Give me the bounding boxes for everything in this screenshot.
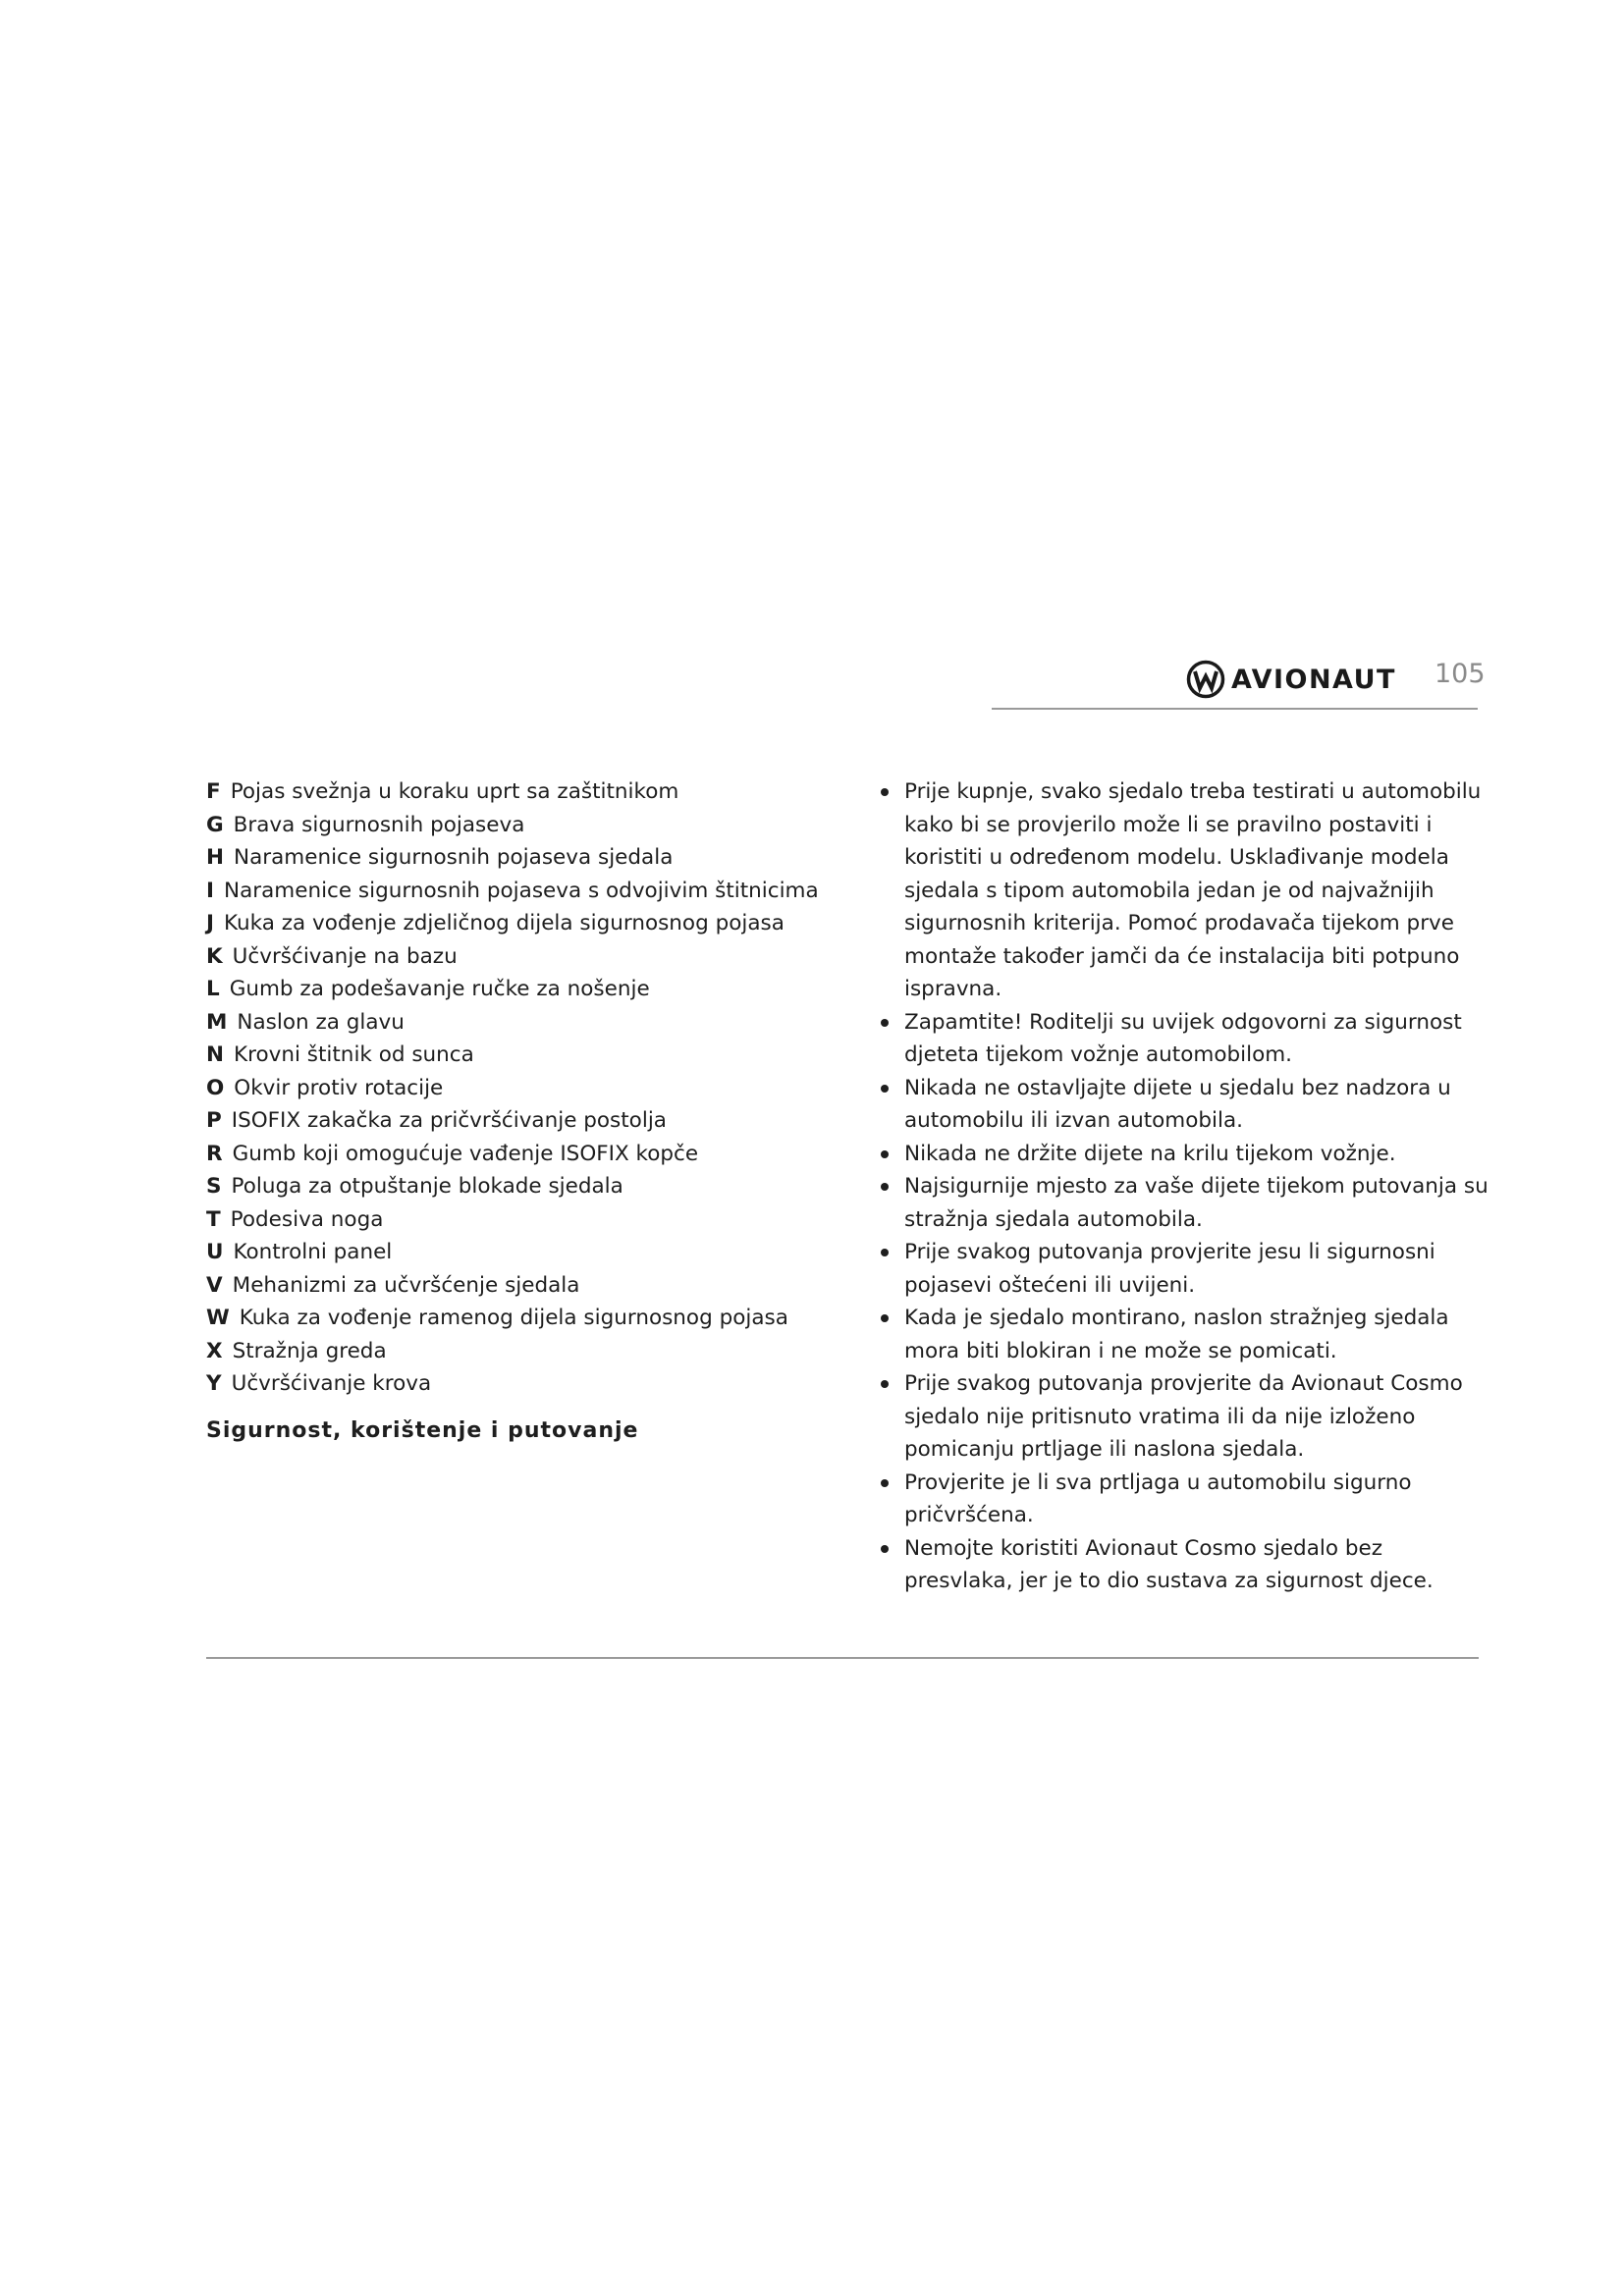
legend-key: X <box>206 1338 223 1363</box>
bullet-icon <box>881 1249 889 1256</box>
list-item-text: Prije kupnje, svako sjedalo treba testirati u automobilu kako bi se provjerilo može li se pravilno postaviti i koristiti u određenom modelu. Usklađivanje modela sjedala s tipom automobila jedan je od najvažnijih sigurnosnih kriterija. Pomoć prodavača tijekom prve montaže također jamči da će instalacija biti potpuno ispravna. <box>904 779 1482 1001</box>
legend-item <box>206 907 835 940</box>
legend-key: N <box>206 1042 224 1067</box>
legend-text: ISOFIX zakačka za pričvršćivanje postolja <box>231 1108 667 1133</box>
legend-key: L <box>206 977 220 1001</box>
list-item <box>879 1072 1492 1138</box>
bullet-icon <box>881 1183 889 1191</box>
legend-key: U <box>206 1240 224 1264</box>
list-item <box>879 1170 1492 1236</box>
legend-text: Kontrolni panel <box>233 1240 393 1264</box>
footer-divider <box>206 1657 1479 1659</box>
legend-item <box>206 875 835 908</box>
avionaut-logo-icon <box>1186 660 1225 699</box>
legend-item <box>206 1138 835 1171</box>
brand-logo <box>1186 660 1396 699</box>
bullet-icon <box>881 1380 889 1388</box>
legend-key: I <box>206 878 214 903</box>
legend-key: F <box>206 779 221 804</box>
legend-key: Y <box>206 1371 222 1396</box>
legend-key: K <box>206 943 223 969</box>
header-divider <box>992 708 1478 710</box>
legend-key: O <box>206 1075 225 1100</box>
list-item-text: Nikada ne držite dijete na krilu tijekom vožnje. <box>904 1141 1396 1166</box>
section-title: Sigurnost, korištenje i putovanje <box>206 1417 639 1443</box>
right-column <box>879 775 1492 1598</box>
legend-text: Poluga za otpuštanje blokade sjedala <box>231 1174 623 1199</box>
legend-item <box>206 1104 835 1138</box>
list-item-text: Kada je sjedalo montirano, naslon stražnjeg sjedala mora biti blokiran i ne može se pomicati. <box>904 1306 1449 1363</box>
legend-key: J <box>206 911 214 935</box>
legend-item <box>206 1367 835 1401</box>
legend-text: Učvršćivanje krova <box>231 1371 432 1396</box>
list-item-text: Nikada ne ostavljajte dijete u sjedalu bez nadzora u automobilu ili izvan automobila. <box>904 1075 1451 1133</box>
legend-key: H <box>206 845 224 870</box>
legend-text: Gumb za podešavanje ručke za nošenje <box>229 977 650 1001</box>
bullet-icon <box>881 1314 889 1322</box>
legend-key: P <box>206 1108 222 1133</box>
list-item <box>879 1532 1492 1598</box>
legend-text: Pojas svežnja u koraku uprt sa zaštitnikom <box>230 779 679 804</box>
legend-key: T <box>206 1206 221 1232</box>
legend-text: Brava sigurnosnih pojaseva <box>233 812 525 837</box>
bullet-icon <box>881 1150 889 1158</box>
legend-item <box>206 1269 835 1303</box>
bullet-icon <box>881 788 889 796</box>
legend-key: M <box>206 1009 228 1035</box>
list-item <box>879 1302 1492 1367</box>
legend-text: Kuka za vođenje zdjeličnog dijela sigurnosnog pojasa <box>224 911 785 935</box>
brand-name: AVIONAUT <box>1231 664 1396 695</box>
legend-item <box>206 1302 835 1335</box>
legend-item <box>206 1072 835 1105</box>
legend-text: Naslon za glavu <box>237 1009 405 1035</box>
list-item-text: Nemojte koristiti Avionaut Cosmo sjedalo bez presvlaka, jer je to dio sustava za sigurnost djece. <box>904 1535 1434 1593</box>
legend-item <box>206 940 835 974</box>
legend-text: Gumb koji omogućuje vađenje ISOFIX kopče <box>232 1141 699 1166</box>
list-item <box>879 1367 1492 1467</box>
legend-item <box>206 1203 835 1237</box>
legend-key: G <box>206 812 224 837</box>
legend-item <box>206 1170 835 1203</box>
page-header <box>982 648 1486 709</box>
list-item-text: Zapamtite! Roditelji su uvijek odgovorni za sigurnost djeteta tijekom vožnje automobilom. <box>904 1009 1462 1067</box>
legend-text: Kuka za vođenje ramenog dijela sigurnosnog pojasa <box>239 1306 788 1330</box>
legend-text: Krovni štitnik od sunca <box>234 1042 474 1067</box>
list-item-text: Provjerite je li sva prtljaga u automobilu sigurno pričvršćena. <box>904 1469 1412 1527</box>
bullet-icon <box>881 1479 889 1487</box>
legend-item <box>206 1006 835 1040</box>
legend-key: W <box>206 1306 230 1330</box>
list-item <box>879 775 1492 1006</box>
list-item <box>879 1236 1492 1302</box>
bullet-icon <box>881 1019 889 1027</box>
list-item-text: Najsigurnije mjesto za vaše dijete tijekom putovanja su stražnja sjedala automobila. <box>904 1174 1489 1232</box>
list-item <box>879 1138 1492 1171</box>
legend-item <box>206 1335 835 1368</box>
legend-key: S <box>206 1174 222 1199</box>
legend-text: Podesiva noga <box>230 1206 384 1232</box>
legend-text: Mehanizmi za učvršćenje sjedala <box>232 1272 580 1298</box>
left-column <box>206 775 835 1443</box>
safety-list <box>879 775 1492 1598</box>
legend-text: Okvir protiv rotacije <box>234 1075 444 1100</box>
legend-text: Naramenice sigurnosnih pojaseva sjedala <box>234 845 674 870</box>
bullet-icon <box>881 1545 889 1553</box>
legend-key: V <box>206 1272 223 1298</box>
parts-legend <box>206 775 835 1401</box>
list-item-text: Prije svakog putovanja provjerite da Avionaut Cosmo sjedalo nije pritisnuto vratima ili da nije izloženo pomicanju prtljage ili naslona sjedala. <box>904 1371 1463 1462</box>
legend-text: Naramenice sigurnosnih pojaseva s odvojivim štitnicima <box>224 878 819 903</box>
legend-key: R <box>206 1141 223 1166</box>
bullet-icon <box>881 1085 889 1093</box>
legend-item <box>206 973 835 1006</box>
legend-item <box>206 775 835 809</box>
legend-item <box>206 809 835 842</box>
list-item <box>879 1006 1492 1072</box>
page-number: 105 <box>1435 659 1486 689</box>
legend-text: Učvršćivanje na bazu <box>232 943 458 969</box>
legend-item <box>206 841 835 875</box>
legend-item <box>206 1236 835 1269</box>
list-item <box>879 1467 1492 1532</box>
legend-text: Stražnja greda <box>232 1338 387 1363</box>
legend-item <box>206 1039 835 1072</box>
list-item-text: Prije svakog putovanja provjerite jesu li sigurnosni pojasevi oštećeni ili uvijeni. <box>904 1240 1435 1298</box>
